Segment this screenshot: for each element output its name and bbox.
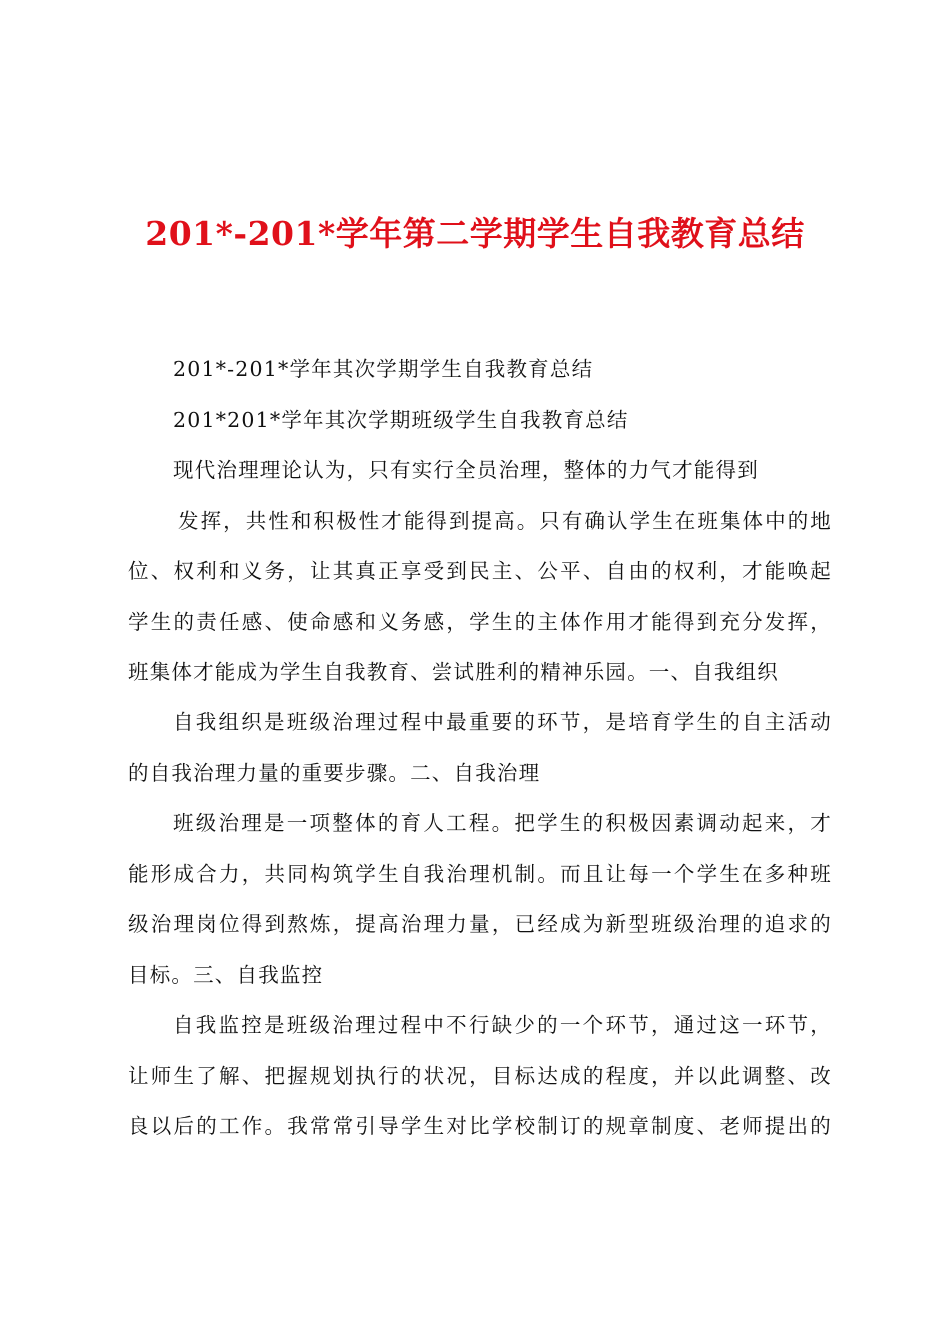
paragraph-line: 201*-201*学年其次学期学生自我教育总结 [173, 357, 594, 381]
paragraph-line: 级治理岗位得到熬炼，提高治理力量，已经成为新型班级治理的追求的 [128, 912, 832, 936]
paragraph-line: 位、权利和义务，让其真正享受到民主、公平、自由的权利，才能唤起 [128, 559, 832, 583]
paragraph-line: 自我组织是班级治理过程中最重要的环节，是培育学生的自主活动 [173, 710, 832, 734]
paragraph-line: 现代治理理论认为，只有实行全员治理，整体的力气才能得到 [173, 458, 759, 482]
paragraph-line: 能形成合力，共同构筑学生自我治理机制。而且让每一个学生在多种班 [128, 862, 832, 886]
paragraph-line: 学生的责任感、使命感和义务感，学生的主体作用才能得到充分发挥， [128, 610, 832, 634]
paragraph-line: 目标。三、自我监控 [128, 963, 324, 987]
paragraph-line: 发挥，共性和积极性才能得到提高。只有确认学生在班集体中的地 [178, 509, 832, 533]
document-title: 201*-201*学年第二学期学生自我教育总结 [145, 214, 805, 253]
paragraph-line: 的自我治理力量的重要步骤。二、自我治理 [128, 761, 541, 785]
paragraph-line: 班级治理是一项整体的育人工程。把学生的积极因素调动起来，才 [173, 811, 832, 835]
paragraph-line: 自我监控是班级治理过程中不行缺少的一个环节，通过这一环节， [173, 1013, 832, 1037]
paragraph-line: 201*201*学年其次学期班级学生自我教育总结 [173, 408, 629, 432]
paragraph-line: 让师生了解、把握规划执行的状况，目标达成的程度，并以此调整、改 [128, 1064, 832, 1088]
paragraph-line: 班集体才能成为学生自我教育、尝试胜利的精神乐园。一、自我组织 [128, 660, 779, 684]
paragraph-line: 良以后的工作。我常常引导学生对比学校制订的规章制度、老师提出的 [128, 1114, 832, 1138]
